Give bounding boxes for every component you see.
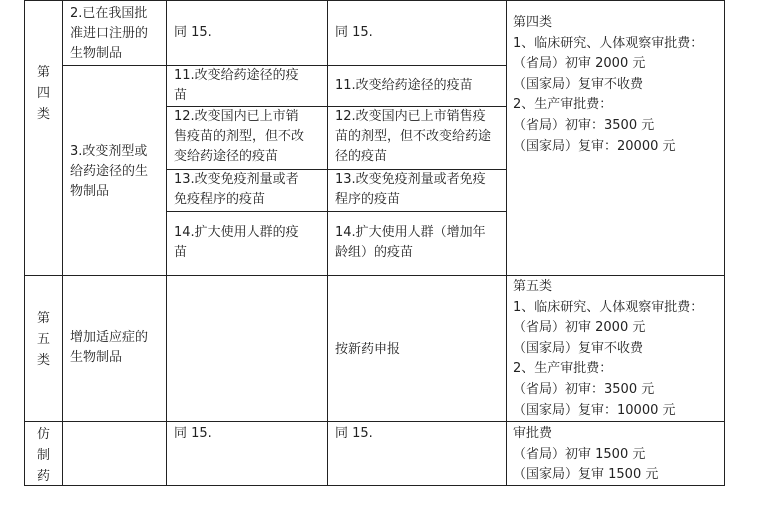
fee-line: （省局）初审 1500 元 — [513, 446, 646, 462]
requirement-cell — [335, 107, 505, 167]
grid-line — [327, 0, 328, 486]
fee-line: 第四类 — [513, 15, 553, 30]
requirement-cell — [335, 23, 503, 43]
requirement-cell — [174, 170, 326, 210]
category-char: 药 — [36, 469, 50, 484]
requirement-cell — [174, 107, 326, 167]
fee-line: （省局）初审：3500 元 — [513, 381, 655, 397]
category-char: 第 — [36, 311, 50, 326]
requirement-cell — [335, 424, 503, 444]
cell-line: 售疫苗的剂型，但不改 — [174, 129, 305, 144]
cell-line: 增加适应症的 — [70, 330, 149, 345]
fee-line: （国家局）复审：20000 元 — [513, 138, 676, 154]
cell-line: 11.改变给药途径的疫苗 — [335, 78, 473, 93]
fee-line: 第五类 — [513, 279, 553, 294]
cell-line: 变给药途径的疫苗 — [174, 149, 279, 164]
fee-line: （国家局）复审不收费 — [513, 76, 644, 92]
cell-line: 程序的疫苗 — [335, 192, 401, 207]
product-type-cell — [70, 4, 166, 64]
fee-line: （国家局）复审：10000 元 — [513, 402, 676, 418]
fee-line: 1、临床研究、人体观察审批费： — [513, 35, 704, 51]
fee-line: （国家局）复审 1500 元 — [513, 467, 659, 483]
cell-line: 同 15. — [174, 25, 212, 40]
category-char: 类 — [36, 353, 50, 368]
fee-line: 2、生产审批费： — [513, 97, 613, 113]
cell-line: 生物制品 — [70, 350, 123, 365]
grid-line — [166, 211, 506, 212]
grid-line — [166, 0, 167, 486]
cell-line: 径的疫苗 — [335, 149, 388, 164]
cell-line: 苗 — [174, 88, 188, 103]
category-char: 仿 — [36, 427, 50, 442]
requirement-cell — [174, 223, 326, 263]
category-label-4 — [25, 62, 62, 125]
category-label-5 — [25, 308, 62, 371]
category-char: 四 — [36, 86, 50, 101]
fee-cell — [513, 424, 724, 486]
fee-line: （国家局）复审不收费 — [513, 340, 644, 356]
product-type-cell — [70, 328, 166, 368]
grid-line — [24, 0, 724, 1]
product-type-cell — [70, 142, 166, 202]
cell-line: 同 15. — [335, 426, 373, 441]
requirement-cell — [335, 340, 503, 360]
requirement-cell — [335, 76, 505, 96]
grid-line — [62, 0, 63, 486]
category-char: 第 — [36, 65, 50, 80]
cell-line: 12.改变国内已上市销售疫 — [335, 109, 486, 124]
cell-line: 同 15. — [335, 25, 373, 40]
fee-cell — [513, 13, 724, 157]
cell-line: 11.改变给药途径的疫 — [174, 68, 299, 83]
cell-line: 14.扩大使用人群（增加年 — [335, 225, 486, 240]
cell-line: 13.改变免疫剂量或者免疫 — [335, 172, 486, 187]
cell-line: 14.扩大使用人群的疫 — [174, 225, 299, 240]
requirement-cell — [174, 23, 324, 43]
fee-line: 2、生产审批费： — [513, 361, 613, 377]
category-label-generic — [25, 424, 62, 487]
requirement-cell — [335, 170, 505, 210]
cell-line: 物制品 — [70, 184, 110, 199]
cell-line: 苗 — [174, 245, 188, 260]
grid-line — [724, 0, 725, 486]
cell-line: 生物制品 — [70, 46, 123, 61]
grid-line — [24, 275, 724, 276]
category-char: 类 — [36, 107, 50, 122]
cell-line: 苗的剂型，但不改变给药途 — [335, 129, 492, 144]
cell-line: 12.改变国内已上市销 — [174, 109, 299, 124]
requirement-cell — [174, 424, 324, 444]
fee-line: 1、临床研究、人体观察审批费： — [513, 299, 704, 315]
category-char: 制 — [36, 448, 50, 463]
grid-line — [506, 0, 507, 486]
cell-line: 2.已在我国批 — [70, 6, 148, 21]
cell-line: 3.改变剂型或 — [70, 144, 148, 159]
requirement-cell — [335, 223, 505, 263]
cell-line: 同 15. — [174, 426, 212, 441]
cell-line: 给药途径的生 — [70, 164, 149, 179]
fee-line: （省局）初审 2000 元 — [513, 320, 646, 336]
fee-line: 审批费 — [513, 426, 553, 441]
category-char: 五 — [36, 332, 50, 347]
fee-line: （省局）初审 2000 元 — [513, 56, 646, 72]
cell-line: 按新药申报 — [335, 342, 401, 357]
cell-line: 免疫程序的疫苗 — [174, 192, 266, 207]
fee-line: （省局）初审：3500 元 — [513, 117, 655, 133]
cell-line: 13.改变免疫剂量或者 — [174, 172, 299, 187]
fee-cell — [513, 277, 724, 421]
requirement-cell — [174, 66, 326, 106]
cell-line: 准进口注册的 — [70, 26, 149, 41]
cell-line: 龄组）的疫苗 — [335, 245, 414, 260]
